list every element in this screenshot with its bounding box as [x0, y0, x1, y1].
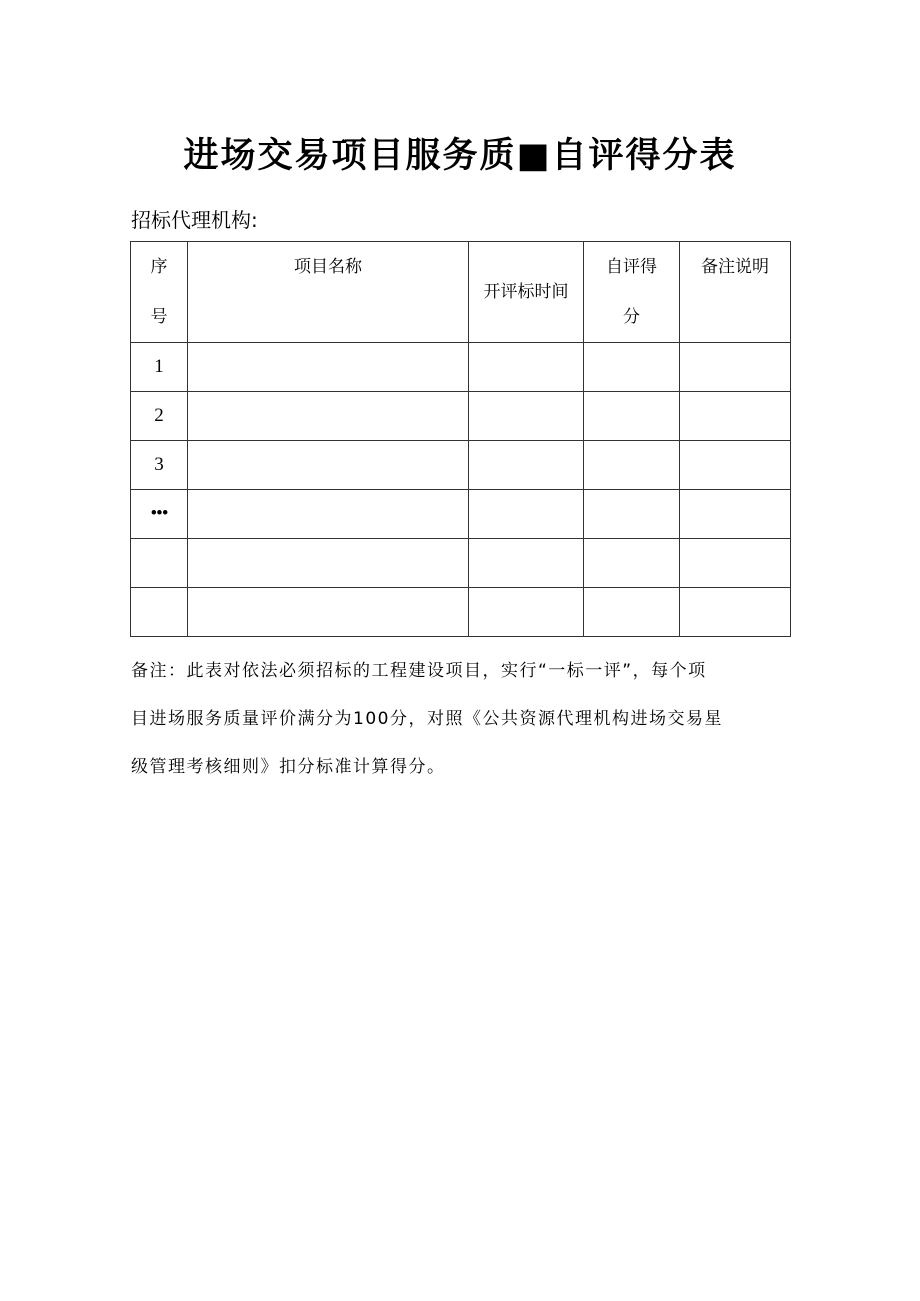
cell-score	[584, 588, 680, 637]
cell-remark	[680, 392, 791, 441]
footnote	[131, 647, 791, 791]
cell-score	[584, 343, 680, 392]
cell-remark	[680, 490, 791, 539]
header-name: 项目名称	[188, 242, 469, 343]
cell-score	[584, 441, 680, 490]
cell-seq: •••	[131, 490, 188, 539]
table-row	[131, 343, 791, 392]
table-row	[131, 490, 791, 539]
cell-time	[469, 343, 584, 392]
cell-name	[188, 343, 469, 392]
cell-seq: 2	[131, 392, 188, 441]
cell-time	[469, 490, 584, 539]
table-row	[131, 441, 791, 490]
cell-name	[188, 490, 469, 539]
footnote-line: 备注：此表对依法必须招标的工程建设项目，实行“一标一评”，每个项	[131, 661, 707, 681]
cell-time	[469, 392, 584, 441]
table-row	[131, 392, 791, 441]
header-remark: 备注说明	[680, 242, 791, 343]
cell-remark	[680, 539, 791, 588]
cell-name	[188, 588, 469, 637]
cell-name	[188, 441, 469, 490]
cell-remark	[680, 343, 791, 392]
footnote-line: 级管理考核细则》扣分标准计算得分。	[131, 757, 446, 777]
cell-seq: 3	[131, 441, 188, 490]
cell-seq	[131, 588, 188, 637]
cell-time	[469, 588, 584, 637]
table-header-row	[131, 242, 791, 343]
header-seq: 序号	[131, 242, 188, 343]
cell-remark	[680, 441, 791, 490]
cell-name	[188, 539, 469, 588]
cell-score	[584, 539, 680, 588]
page-title: 进场交易项目服务质■自评得分表	[183, 136, 737, 176]
cell-score	[584, 392, 680, 441]
header-score: 自评得分	[584, 242, 680, 343]
cell-time	[469, 441, 584, 490]
score-table	[130, 241, 791, 637]
cell-remark	[680, 588, 791, 637]
agency-label: 招标代理机构:	[131, 208, 258, 232]
footnote-line: 目进场服务质量评价满分为100分，对照《公共资源代理机构进场交易星	[131, 709, 723, 729]
cell-seq	[131, 539, 188, 588]
cell-time	[469, 539, 584, 588]
cell-name	[188, 392, 469, 441]
header-time: 开评标时间	[469, 242, 584, 343]
cell-seq: 1	[131, 343, 188, 392]
table-row	[131, 588, 791, 637]
table-row	[131, 539, 791, 588]
cell-score	[584, 490, 680, 539]
